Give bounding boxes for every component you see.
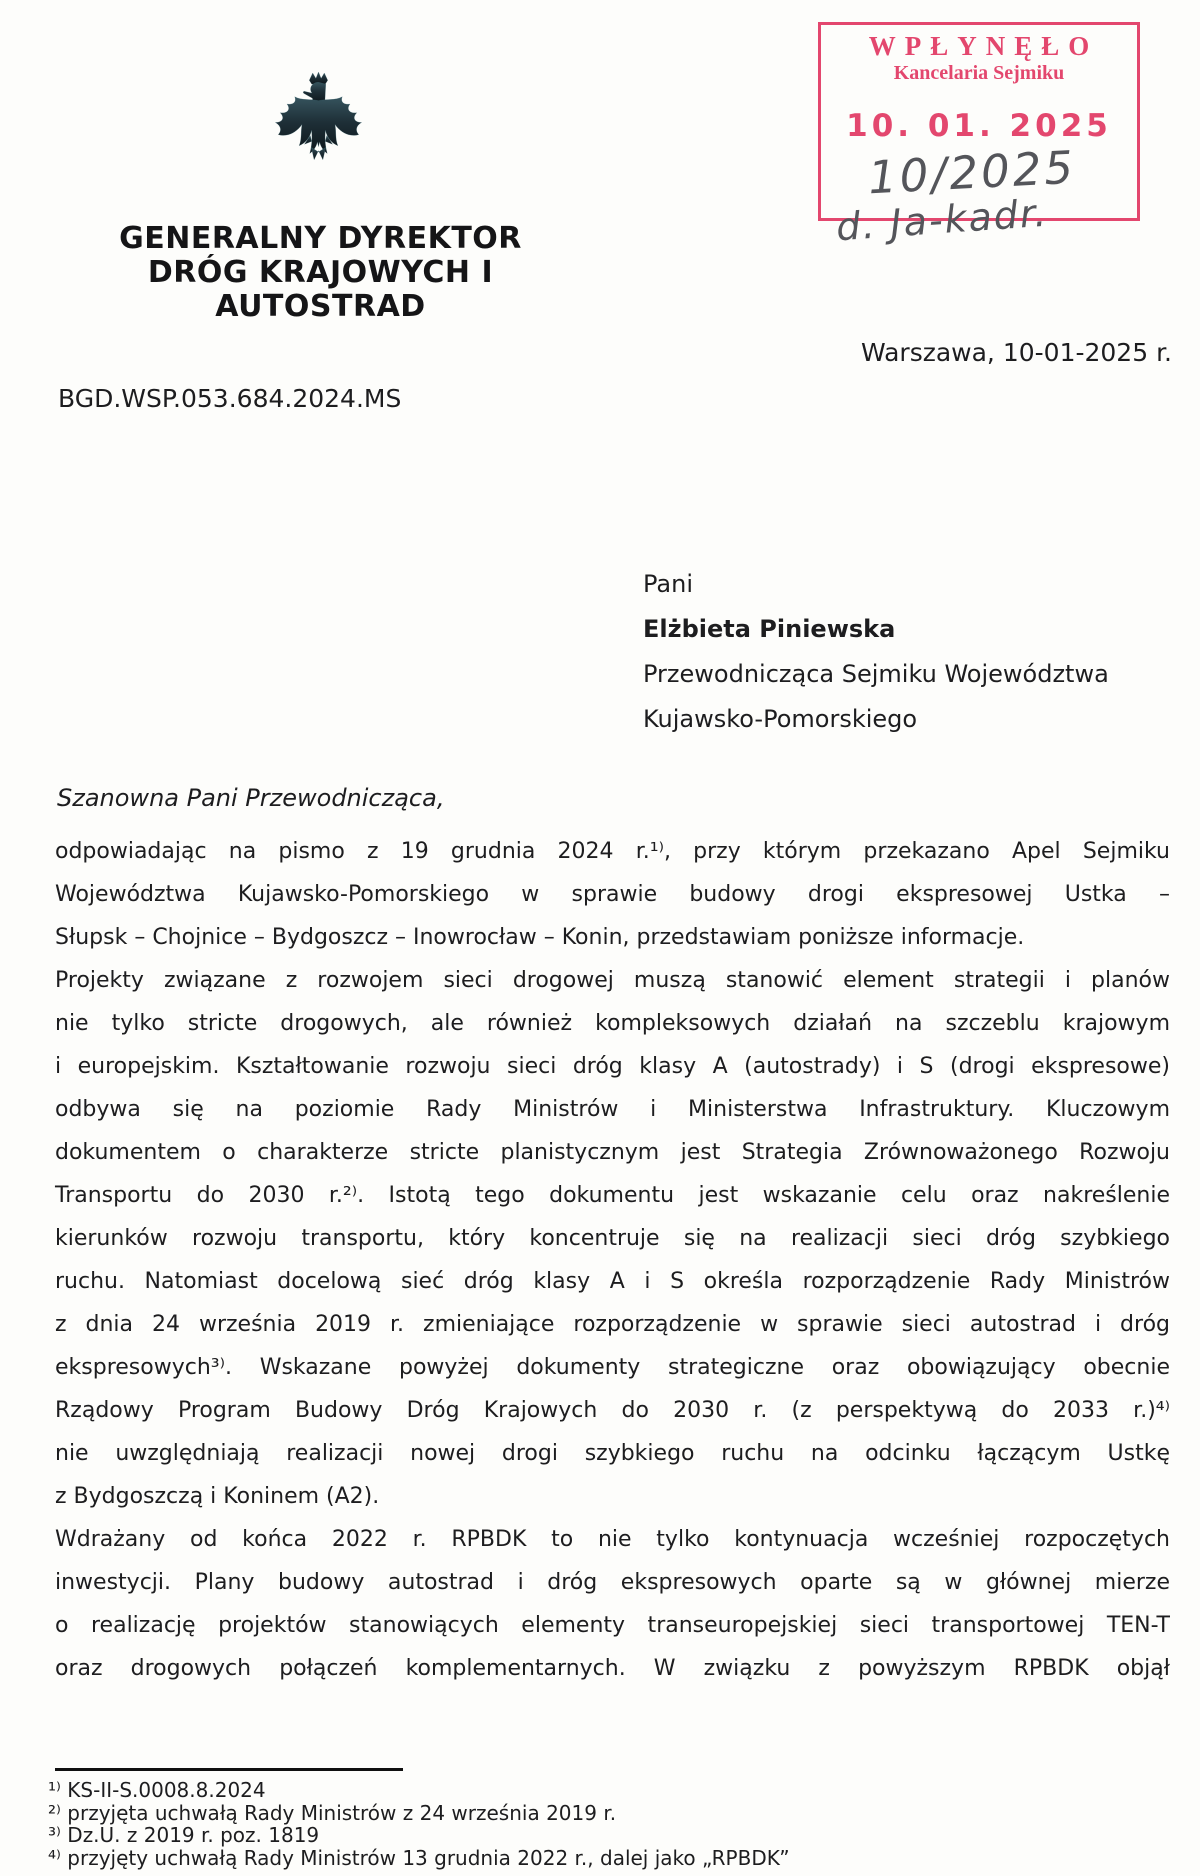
body-line: z Bydgoszczą i Koninem (A2). — [55, 1484, 380, 1509]
body-line: nie tylko stricte drogowych, ale również kompleksowych działań na szczeblu krajowym — [55, 1011, 1170, 1036]
sender-title-line2: DRÓG KRAJOWYCH I AUTOSTRAD — [147, 255, 494, 324]
body-line: Wdrażany od końca 2022 r. RPBDK to nie tylko kontynuacja wcześniej rozpoczętych — [55, 1527, 1170, 1552]
reference-number: BGD.WSP.053.684.2024.MS — [58, 384, 402, 413]
letter-body — [55, 830, 1170, 1690]
stamp-title: WPŁYNĘŁO — [868, 31, 1099, 61]
stamp-date: 10. 01. 2025 — [846, 108, 1112, 144]
recipient-block — [643, 562, 1109, 742]
body-line: o realizację projektów stanowiących elementy transeuropejskiej sieci transportowej TEN-T — [55, 1613, 1170, 1638]
handwritten-register-number: 10/2025 — [866, 140, 1078, 205]
recipient-title-line1: Przewodnicząca Sejmiku Województwa — [643, 660, 1109, 688]
footnote-divider — [55, 1768, 403, 1771]
body-line: odbywa się na poziomie Rady Ministrów i Ministerstwa Infrastruktury. Kluczowym — [55, 1097, 1170, 1122]
body-line: Transportu do 2030 r.²⁾. Istotą tego dokumentu jest wskazanie celu oraz nakreślenie — [55, 1183, 1170, 1208]
body-line: ekspresowych³⁾. Wskazane powyżej dokumenty strategiczne oraz obowiązujący obecnie — [55, 1355, 1170, 1380]
body-line: odpowiadając na pismo z 19 grudnia 2024 r.¹⁾, przy którym przekazano Apel Sejmiku — [55, 839, 1170, 864]
body-line: dokumentem o charakterze stricte planistycznym jest Strategia Zrównoważonego Rozwoju — [55, 1140, 1170, 1165]
footnote-item: ²⁾ przyjęta uchwałą Rady Ministrów z 24 września 2019 r. — [48, 1800, 617, 1825]
body-line: inwestycji. Plany budowy autostrad i dróg ekspresowych oparte są w głównej mierze — [55, 1570, 1170, 1595]
footnotes-block — [48, 1779, 1148, 1869]
recipient-name: Elżbieta Piniewska — [643, 615, 896, 643]
place-date: Warszawa, 10-01-2025 r. — [860, 338, 1172, 367]
polish-eagle-icon — [270, 70, 367, 172]
sender-title-line1: GENERALNY DYREKTOR — [119, 221, 522, 256]
footnote-item: ³⁾ Dz.U. z 2019 r. poz. 1819 — [48, 1823, 320, 1847]
footnote-item: ¹⁾ KS-II-S.0008.8.2024 — [48, 1778, 266, 1802]
body-line: Rządowy Program Budowy Dróg Krajowych do 2030 r. (z perspektywą do 2033 r.)⁴⁾ — [55, 1398, 1170, 1423]
recipient-prefix: Pani — [643, 570, 693, 598]
body-line: Projekty związane z rozwojem sieci drogowej muszą stanowić element strategii i planów — [55, 968, 1170, 993]
handwritten-note: d. Ja-kadr. — [834, 190, 1050, 250]
body-line: kierunków rozwoju transportu, który koncentruje się na realizacji sieci dróg szybkiego — [55, 1226, 1170, 1251]
sender-title-block — [68, 222, 573, 324]
body-line: i europejskim. Kształtowanie rozwoju sieci dróg klasy A (autostrady) i S (drogi ekspresowe) — [55, 1054, 1170, 1079]
body-line: Województwa Kujawsko-Pomorskiego w sprawie budowy drogi ekspresowej Ustka – — [55, 882, 1170, 907]
body-line: oraz drogowych połączeń komplementarnych. W związku z powyższym RPBDK objął — [55, 1656, 1170, 1681]
body-line: nie uwzględniają realizacji nowej drogi szybkiego ruchu na odcinku łączącym Ustkę — [55, 1441, 1170, 1466]
footnote-item: ⁴⁾ przyjęty uchwałą Rady Ministrów 13 grudnia 2022 r., dalej jako „RPBDK” — [48, 1845, 790, 1870]
stamp-office: Kancelaria Sejmiku — [893, 62, 1065, 84]
salutation: Szanowna Pani Przewodnicząca, — [57, 784, 445, 812]
body-line: z dnia 24 września 2019 r. zmieniające rozporządzenie w sprawie sieci autostrad i dróg — [55, 1312, 1170, 1337]
body-line: ruchu. Natomiast docelową sieć dróg klasy A i S określa rozporządzenie Rady Ministrów — [55, 1269, 1170, 1294]
recipient-title-line2: Kujawsko-Pomorskiego — [643, 705, 918, 733]
body-line: Słupsk – Chojnice – Bydgoszcz – Inowrocław – Konin, przedstawiam poniższe informacje. — [55, 925, 1025, 950]
